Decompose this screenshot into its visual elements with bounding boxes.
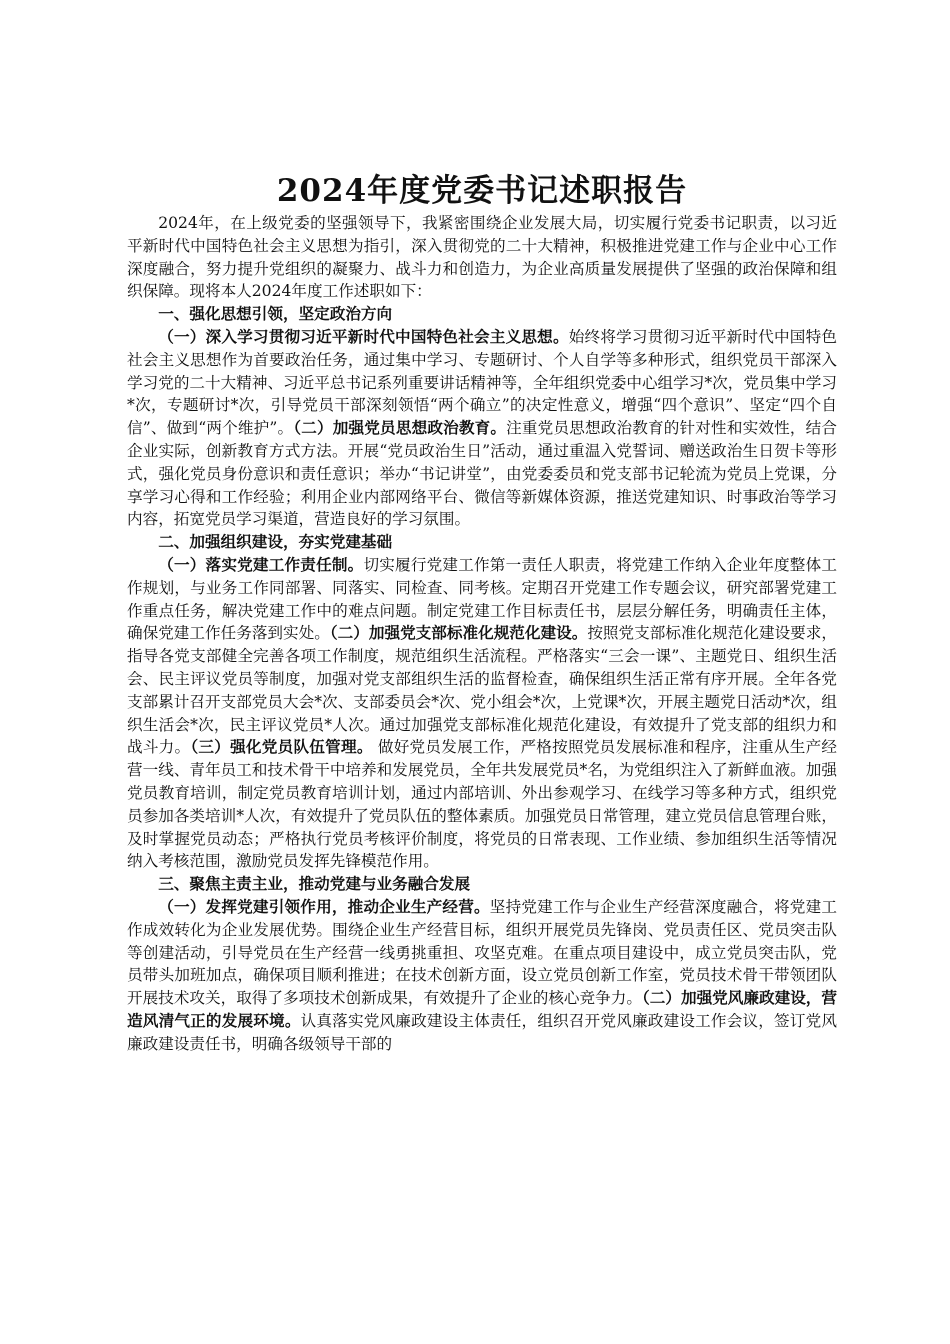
- section2-paragraph: [127, 554, 837, 873]
- section1-sub2-text: 注重党员思想政治教育的针对性和实效性，结合企业实际，创新教育方式方法。开展“党员政治生日”活动，通过重温入党誓词、赠送政治生日贺卡等形式，强化党员身份意识和责任意识；举办“书记讲堂”，由党委委员和党支部书记轮流为党员上党课，分享学习心得和工作经验；利用企业内部网络平台、微信等新媒体资源，推送党建知识、时事政治等学习内容，拓宽党员学习渠道，营造良好的学习氛围。: [127, 419, 837, 529]
- section2-heading: 二、加强组织建设，夯实党建基础: [158, 532, 393, 552]
- section3-sub1-text: 坚持党建工作与企业生产经营深度融合，将党建工作成效转化为企业发展优势。围绕企业生产经营目标，组织开展党员先锋岗、党员责任区、党员突击队等创建活动，引导党员在生产经营一线勇挑重担、攻坚克难。在重点项目建设中，成立党员突击队，党员带头加班加点，确保项目顺利推进；在技术创新方面，设立党员创新工作室，党员技术骨干带领团队开展技术攻关，取得了多项技术创新成果，有效提升了企业的核心竞争力。: [127, 897, 837, 1008]
- section1-paragraph: [127, 326, 837, 531]
- section3-sub2-text: 认真落实党风廉政建设主体责任，组织召开党风廉政建设工作会议，签订党风廉政建设责任书，明确各级领导干部的: [127, 1011, 837, 1053]
- section2-sub2-text: 按照党支部标准化规范化建设要求，指导各党支部健全完善各项工作制度，规范组织生活流程。严格落实“三会一课”、主题党日、组织生活会、民主评议党员等制度，加强对党支部组织生活的监督检查，确保组织生活正常有序开展。全年各党支部累计召开支部党员大会*次、支部委员会*次、党小组会*次，上党课*次，开展主题党日活动*次，组织生活会*次，民主评议党员*人次。通过加强党支部标准化规范化建设，有效提升了党支部的组织力和战斗力。: [127, 624, 837, 757]
- section1-sub1-text: 始终将学习贯彻习近平新时代中国特色社会主义思想作为首要政治任务，通过集中学习、专题研讨、个人自学等多种形式，组织党员干部深入学习党的二十大精神、习近平总书记系列重要讲话精神等，全年组织党委中心组学习*次，党员集中学习*次，专题研讨*次，引导党员干部深刻领悟“两个确立”的决定性意义，增强“四个意识”、坚定“四个自信”、做到“两个维护”。: [127, 327, 837, 438]
- section2-sub3-text: 做好党员发展工作，严格按照党员发展标准和程序，注重从生产经营一线、青年员工和技术骨干中培养和发展党员，全年共发展党员*名，为党组织注入了新鲜血液。加强党员教育培训，制定党员教育培训计划，通过内部培训、外出参观学习、在线学习等多种方式，组织党员参加各类培训*人次，有效提升了党员队伍的整体素质。加强党员日常管理，建立党员信息管理台账，及时掌握党员动态；严格执行党员考核评价制度，将党员的日常表现、工作业绩、参加组织生活等情况纳入考核范围，激励党员发挥先锋模范作用。: [127, 738, 837, 871]
- document-body: [127, 170, 837, 1055]
- section2-sub3-title: （三）强化党员队伍管理。: [190, 737, 373, 757]
- section1-sub2-title: （二）加强党员思想政治教育。: [293, 418, 507, 438]
- intro-paragraph: 2024年，在上级党委的坚强领导下，我紧密围绕企业发展大局，切实履行党委书记职责，以习近平新时代中国特色社会主义思想为指引，深入贯彻党的二十大精神，积极推进党建工作与企业中心工作深度融合，努力提升党组织的凝聚力、战斗力和创造力，为企业高质量发展提供了坚强的政治保障和组织保障。现将本人2024年度工作述职如下：: [127, 214, 837, 301]
- section1-sub1-title: （一）深入学习贯彻习近平新时代中国特色社会主义思想。: [158, 326, 569, 346]
- section3-paragraph: [127, 896, 837, 1056]
- section3-heading: 三、聚焦主责主业，推动党建与业务融合发展: [158, 874, 471, 894]
- section3-sub2-title: （二）加强党风廉政建设，营造风清气正的发展环境。: [127, 988, 837, 1030]
- section1-heading: 一、强化思想引领，坚定政治方向: [158, 304, 393, 324]
- section2-sub2-title: （二）加强党支部标准化规范化建设。: [329, 623, 588, 643]
- section2-sub1-text: 切实履行党建工作第一责任人职责，将党建工作纳入企业年度整体工作规划，与业务工作同部署、同落实、同检查、同考核。定期召开党建工作专题会议，研究部署党建工作重点任务，解决党建工作中的难点问题。制定党建工作目标责任书，层层分解任务，明确责任主体，确保党建工作任务落到实处。: [127, 555, 837, 643]
- section2-sub1-title: （一）落实党建工作责任制。: [158, 554, 364, 574]
- section3-sub1-title: （一）发挥党建引领作用，推动企业生产经营。: [158, 896, 490, 916]
- document-title: 2024年度党委书记述职报告: [276, 173, 688, 209]
